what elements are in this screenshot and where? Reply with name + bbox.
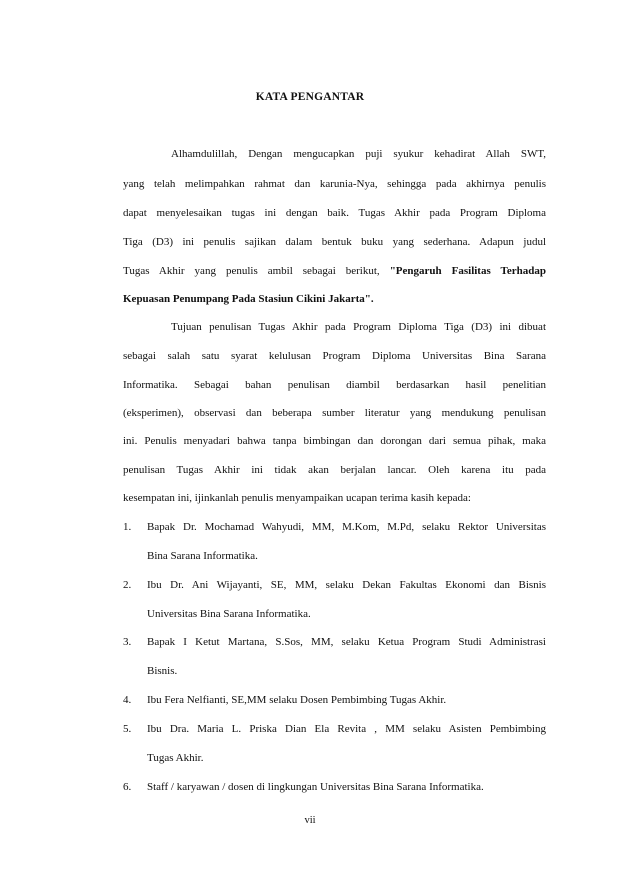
para2-line-4: (eksperimen), observasi dan beberapa sumber literatur yang mendukung penulisan (123, 407, 546, 419)
list-item-line-2: Bisnis. (147, 665, 178, 677)
list-item-line-1: Ibu Dra. Maria L. Priska Dian Ela Revita , MM selaku Asisten Pembimbing (147, 723, 546, 735)
thesis-title-part-1: "Pengaruh Fasilitas Terhadap (389, 265, 546, 277)
list-item-line-1: Staff / karyawan / dosen di lingkungan Universitas Bina Sarana Informatika. (147, 781, 484, 793)
para1-line-6 (123, 292, 546, 306)
para1-line-1: Alhamdulillah, Dengan mengucapkan puji syukur kehadirat Allah SWT, (171, 148, 546, 160)
para2-line-3: Informatika. Sebagai bahan penulisan diambil berdasarkan hasil penelitian (123, 379, 546, 391)
list-item-number: 2. (123, 579, 132, 591)
para1-line-2: yang telah melimpahkan rahmat dan karunia-Nya, sehingga pada akhirnya penulis (123, 178, 546, 190)
para2-line-7: kesempatan ini, ijinkanlah penulis menyampaikan ucapan terima kasih kepada: (123, 492, 471, 504)
page-number: vii (304, 815, 316, 826)
para1-line-5 (123, 264, 546, 278)
list-item-line-2: Tugas Akhir. (147, 752, 204, 764)
page-title: KATA PENGANTAR (255, 91, 365, 103)
thesis-title-part-2: Kepuasan Penumpang Pada Stasiun Cikini Jakarta". (123, 293, 374, 305)
list-item-number: 3. (123, 636, 132, 648)
list-item-line-1: Ibu Fera Nelfianti, SE,MM selaku Dosen Pembimbing Tugas Akhir. (147, 694, 447, 706)
para2-line-6: penulisan Tugas Akhir ini tidak akan berjalan lancar. Oleh karena itu pada (123, 464, 546, 476)
para2-line-1: Tujuan penulisan Tugas Akhir pada Program Diploma Tiga (D3) ini dibuat (171, 321, 546, 333)
para2-line-2: sebagai salah satu syarat kelulusan Program Diploma Universitas Bina Sarana (123, 350, 546, 362)
para1-line-3: dapat menyelesaikan tugas ini dengan baik. Tugas Akhir pada Program Diploma (123, 207, 546, 219)
list-item-line-1: Ibu Dr. Ani Wijayanti, SE, MM, selaku Dekan Fakultas Ekonomi dan Bisnis (147, 579, 546, 591)
list-item-number: 6. (123, 781, 132, 793)
para1-line-4: Tiga (D3) ini penulis sajikan dalam bentuk buku yang sederhana. Adapun judul (123, 236, 546, 248)
list-item-line-1: Bapak I Ketut Martana, S.Sos, MM, selaku Ketua Program Studi Administrasi (147, 636, 546, 648)
para2-line-5: ini. Penulis menyadari bahwa tanpa bimbingan dan dorongan dari semua pihak, maka (123, 435, 546, 447)
list-item-number: 4. (123, 694, 132, 706)
list-item-line-2: Universitas Bina Sarana Informatika. (147, 608, 311, 620)
list-item-line-2: Bina Sarana Informatika. (147, 550, 258, 562)
para1-line-5-text: Tugas Akhir yang penulis ambil sebagai berikut, (123, 265, 390, 277)
list-item-number: 1. (123, 521, 132, 533)
list-item-line-1: Bapak Dr. Mochamad Wahyudi, MM, M.Kom, M.Pd, selaku Rektor Universitas (147, 521, 546, 533)
list-item-number: 5. (123, 723, 132, 735)
